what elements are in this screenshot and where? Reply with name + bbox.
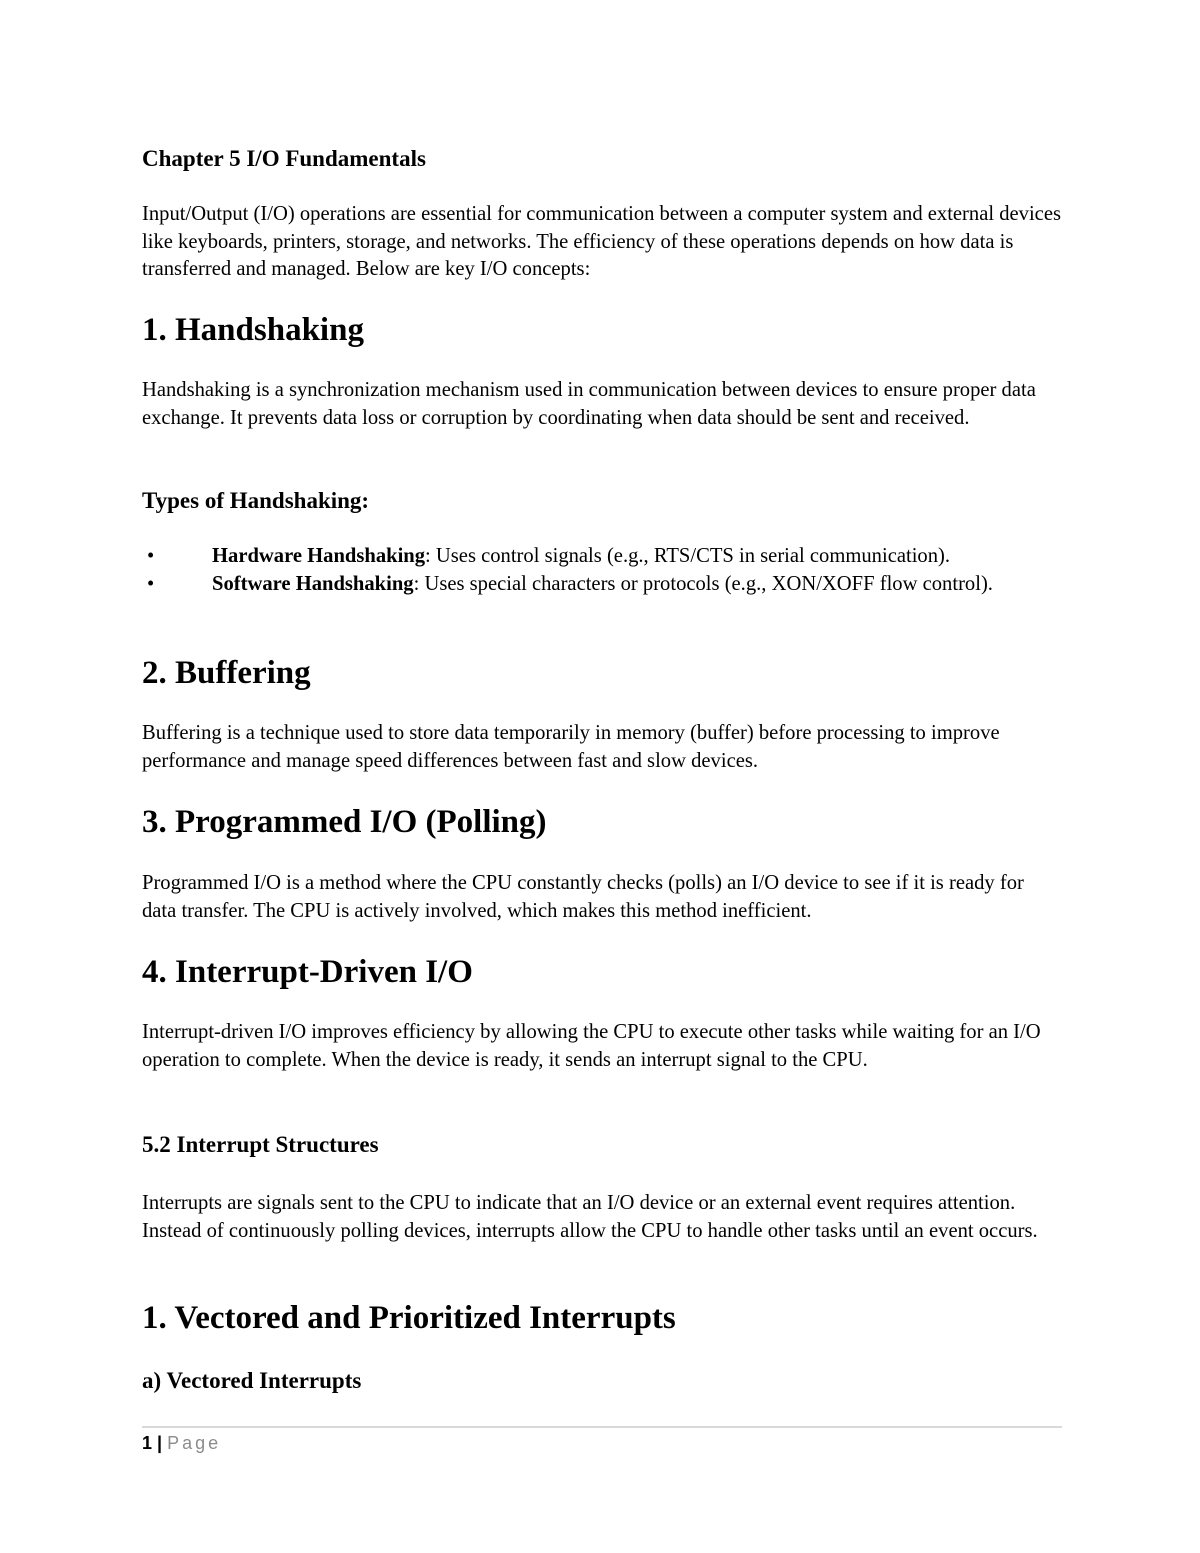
heading-interrupt-driven-io: 4. Interrupt-Driven I/O — [142, 954, 473, 990]
list-item-term: Software Handshaking — [212, 572, 414, 595]
heading-vectored-prioritized: 1. Vectored and Prioritized Interrupts — [142, 1300, 676, 1336]
footer-divider — [142, 1426, 1062, 1428]
list-item — [142, 571, 1062, 599]
programmed-io-paragraph: Programmed I/O is a method where the CPU constantly checks (polls) an I/O device to see if it is ready for data transfer. The CPU is actively involved, which makes this method inefficient. — [142, 872, 1024, 922]
interrupt-structures-paragraph: Interrupts are signals sent to the CPU to indicate that an I/O device or an external event requires attention. Instead of continuously polling devices, interrupts allow the CPU to handle other tasks until an event occurs. — [142, 1192, 1038, 1242]
page-number: 1 — [142, 1433, 153, 1453]
bullet-icon: • — [147, 572, 155, 595]
list-item — [142, 543, 1062, 571]
buffering-paragraph: Buffering is a technique used to store data temporarily in memory (buffer) before processing to improve performance and manage speed differences between fast and slow devices. — [142, 722, 1000, 772]
heading-interrupt-structures: 5.2 Interrupt Structures — [142, 1132, 379, 1157]
intro-paragraph: Input/Output (I/O) operations are essential for communication between a computer system and external devices like keyboards, printers, storage, and networks. The efficiency of these operations depends on how data is transferred and managed. Below are key I/O concepts: — [142, 203, 1061, 280]
heading-buffering: 2. Buffering — [142, 655, 311, 691]
chapter-title: Chapter 5 I/O Fundamentals — [142, 146, 426, 171]
bullet-icon: • — [147, 545, 155, 567]
heading-vectored-interrupts: a) Vectored Interrupts — [142, 1368, 362, 1393]
list-item-term: Hardware Handshaking — [212, 545, 426, 567]
list-item-desc: : Uses special characters or protocols (e.g., XON/XOFF flow control). — [413, 572, 993, 595]
types-of-handshaking-heading: Types of Handshaking: — [142, 488, 370, 513]
heading-programmed-io: 3. Programmed I/O (Polling) — [142, 804, 547, 840]
handshaking-types-list — [142, 543, 1062, 598]
interrupt-driven-paragraph: Interrupt-driven I/O improves efficiency by allowing the CPU to execute other tasks while waiting for an I/O operation to complete. When the device is ready, it sends an interrupt signal to the CPU. — [142, 1021, 1041, 1071]
footer-separator: | — [157, 1433, 163, 1453]
page-label: Page — [167, 1433, 222, 1453]
heading-handshaking: 1. Handshaking — [142, 312, 364, 348]
handshaking-paragraph: Handshaking is a synchronization mechanism used in communication between devices to ensure proper data exchange. It prevents data loss or corruption by coordinating when data should be sent and received. — [142, 379, 1036, 429]
page-footer — [142, 1432, 221, 1454]
list-item-desc: : Uses control signals (e.g., RTS/CTS in serial communication). — [425, 545, 951, 567]
